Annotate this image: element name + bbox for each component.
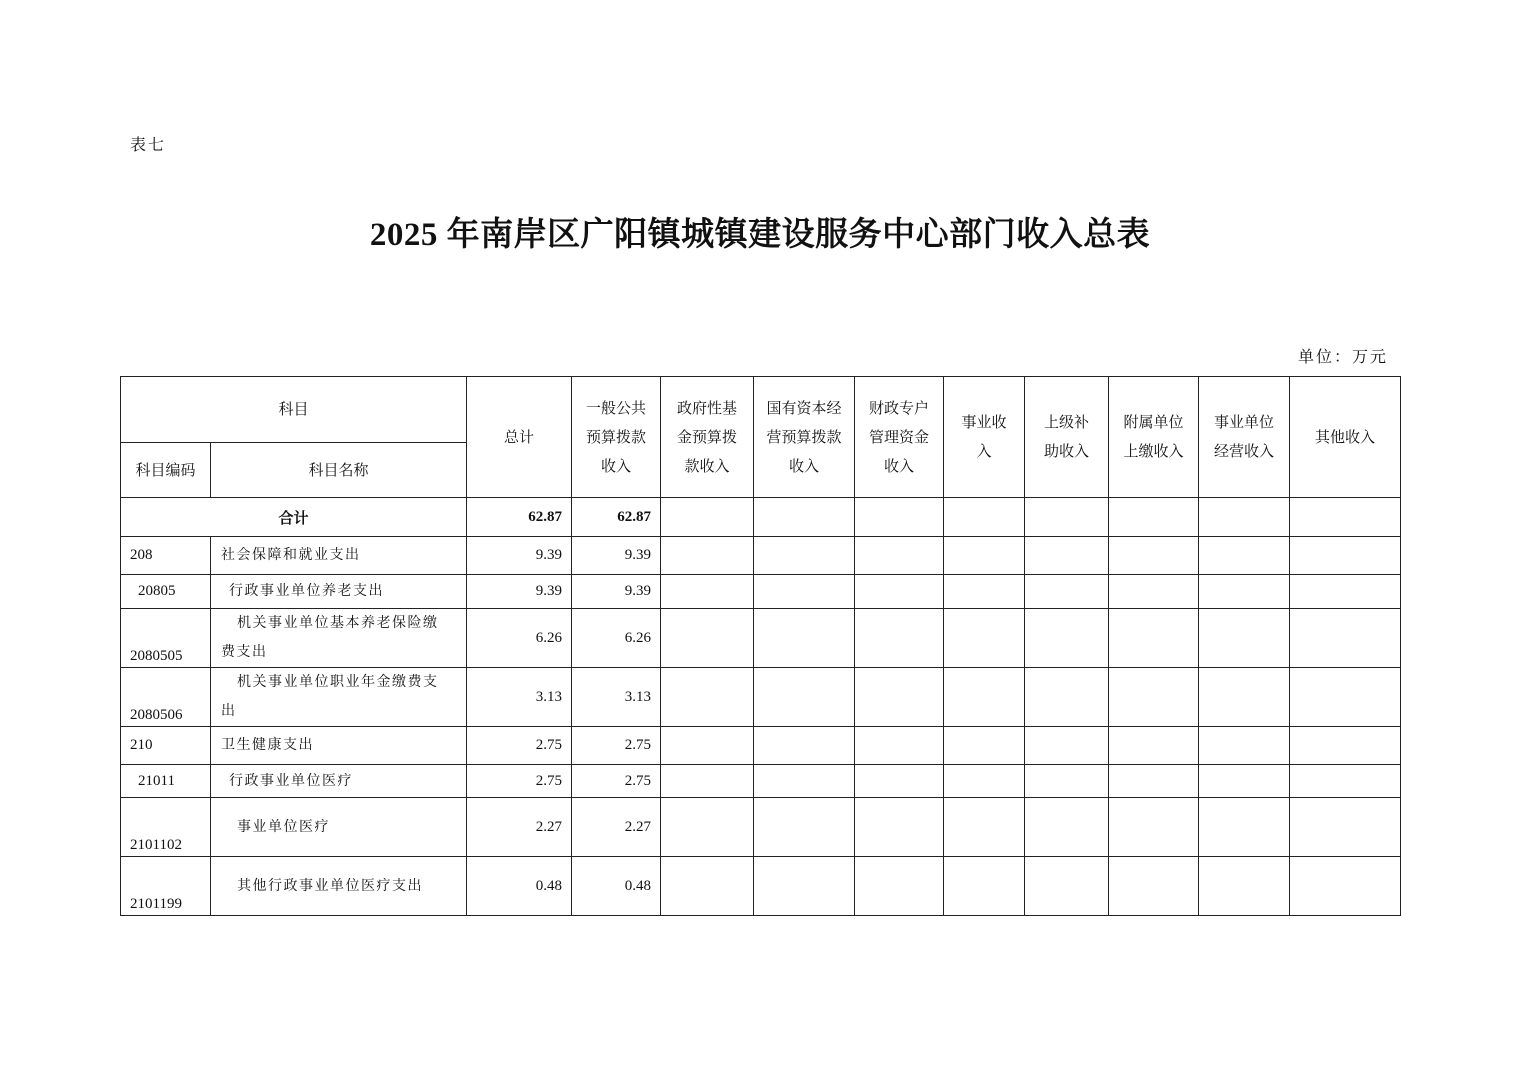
header-line: 上缴收入 bbox=[1123, 442, 1184, 460]
subject-code: 2101102 bbox=[121, 798, 211, 857]
empty-cell bbox=[661, 727, 754, 765]
empty-cell bbox=[855, 498, 944, 537]
header-line: 收入 bbox=[789, 456, 820, 475]
empty-cell bbox=[1025, 498, 1109, 537]
subject-name: 行政事业单位医疗 bbox=[211, 765, 467, 798]
empty-cell bbox=[855, 765, 944, 798]
empty-cell bbox=[855, 537, 944, 575]
empty-cell bbox=[1025, 575, 1109, 609]
empty-cell bbox=[1199, 798, 1290, 857]
empty-cell bbox=[661, 765, 754, 798]
empty-cell bbox=[1109, 765, 1199, 798]
header-other-income: 其他收入 bbox=[1290, 377, 1401, 498]
table-row bbox=[121, 575, 1401, 609]
table-row bbox=[121, 798, 1401, 857]
header-line: 附属单位 bbox=[1123, 413, 1184, 431]
header-line: 收入 bbox=[884, 456, 915, 475]
empty-cell bbox=[1290, 537, 1401, 575]
empty-cell bbox=[1109, 609, 1199, 668]
empty-cell bbox=[1199, 765, 1290, 798]
header-state-capital-budget bbox=[754, 377, 855, 498]
empty-cell bbox=[944, 727, 1025, 765]
general-budget-cell: 2.75 bbox=[572, 765, 661, 798]
general-budget-cell: 9.39 bbox=[572, 575, 661, 609]
empty-cell bbox=[754, 857, 855, 916]
empty-cell bbox=[1025, 727, 1109, 765]
empty-cell bbox=[1025, 668, 1109, 727]
empty-cell bbox=[1199, 498, 1290, 537]
subject-name bbox=[211, 609, 467, 668]
empty-cell bbox=[1109, 727, 1199, 765]
subject-code: 21011 bbox=[121, 765, 211, 798]
header-gov-fund-budget bbox=[661, 377, 754, 498]
header-line: 金预算拨 bbox=[677, 427, 738, 446]
header-business-income bbox=[944, 377, 1025, 498]
subject-name-line: 机关事业单位基本养老保险缴 bbox=[237, 615, 439, 631]
empty-cell bbox=[1290, 498, 1401, 537]
header-line: 一般公共 bbox=[586, 398, 647, 417]
empty-cell bbox=[1109, 798, 1199, 857]
general-budget-cell: 3.13 bbox=[572, 668, 661, 727]
empty-cell bbox=[1109, 668, 1199, 727]
empty-cell bbox=[855, 857, 944, 916]
table-row bbox=[121, 609, 1401, 668]
header-subject: 科目 bbox=[121, 377, 467, 443]
header-line: 款收入 bbox=[684, 456, 730, 475]
total-cell: 0.48 bbox=[467, 857, 572, 916]
general-budget-cell: 2.27 bbox=[572, 798, 661, 857]
header-line: 收入 bbox=[601, 456, 632, 475]
general-budget-cell: 9.39 bbox=[572, 537, 661, 575]
empty-cell bbox=[1199, 575, 1290, 609]
empty-cell bbox=[855, 727, 944, 765]
empty-cell bbox=[661, 609, 754, 668]
header-subject-code: 科目编码 bbox=[121, 443, 211, 498]
empty-cell bbox=[855, 575, 944, 609]
subject-name bbox=[211, 668, 467, 727]
page-title: 2025 年南岸区广阳镇城镇建设服务中心部门收入总表 bbox=[369, 217, 1151, 253]
empty-cell bbox=[944, 537, 1025, 575]
table-row bbox=[121, 537, 1401, 575]
empty-cell bbox=[661, 798, 754, 857]
empty-cell bbox=[1199, 668, 1290, 727]
empty-cell bbox=[661, 537, 754, 575]
total-cell: 9.39 bbox=[467, 575, 572, 609]
empty-cell bbox=[1025, 537, 1109, 575]
header-line: 政府性基 bbox=[677, 398, 738, 417]
empty-cell bbox=[661, 668, 754, 727]
table-row bbox=[121, 727, 1401, 765]
subject-name: 事业单位医疗 bbox=[211, 798, 467, 857]
general-budget-cell: 62.87 bbox=[572, 498, 661, 537]
empty-cell bbox=[754, 765, 855, 798]
subject-code: 2080506 bbox=[121, 668, 211, 727]
empty-cell bbox=[754, 727, 855, 765]
header-line: 国有资本经 bbox=[766, 398, 842, 417]
empty-cell bbox=[1290, 798, 1401, 857]
empty-cell bbox=[1290, 609, 1401, 668]
empty-cell bbox=[661, 857, 754, 916]
empty-cell bbox=[1199, 537, 1290, 575]
header-line: 入 bbox=[976, 442, 992, 460]
header-line: 营预算拨款 bbox=[766, 427, 842, 446]
total-cell: 2.75 bbox=[467, 765, 572, 798]
header-superior-subsidy bbox=[1025, 377, 1109, 498]
empty-cell bbox=[1290, 727, 1401, 765]
header-line: 财政专户 bbox=[869, 398, 930, 417]
subject-code: 2080505 bbox=[121, 609, 211, 668]
empty-cell bbox=[661, 498, 754, 537]
subject-name-line: 费支出 bbox=[221, 644, 268, 660]
empty-cell bbox=[944, 668, 1025, 727]
header-fiscal-special-account bbox=[855, 377, 944, 498]
total-cell: 62.87 bbox=[467, 498, 572, 537]
empty-cell bbox=[944, 765, 1025, 798]
empty-cell bbox=[855, 609, 944, 668]
subject-name: 行政事业单位养老支出 bbox=[211, 575, 467, 609]
empty-cell bbox=[754, 575, 855, 609]
subject-name: 卫生健康支出 bbox=[211, 727, 467, 765]
header-subject-name: 科目名称 bbox=[211, 443, 467, 498]
table-row bbox=[121, 668, 1401, 727]
header-business-operation bbox=[1199, 377, 1290, 498]
empty-cell bbox=[1109, 537, 1199, 575]
empty-cell bbox=[944, 798, 1025, 857]
empty-cell bbox=[754, 498, 855, 537]
header-affiliated-units bbox=[1109, 377, 1199, 498]
total-cell: 6.26 bbox=[467, 609, 572, 668]
total-row bbox=[121, 498, 1401, 537]
general-budget-cell: 6.26 bbox=[572, 609, 661, 668]
total-cell: 9.39 bbox=[467, 537, 572, 575]
general-budget-cell: 2.75 bbox=[572, 727, 661, 765]
empty-cell bbox=[1199, 857, 1290, 916]
empty-cell bbox=[1025, 765, 1109, 798]
general-budget-cell: 0.48 bbox=[572, 857, 661, 916]
subject-code: 20805 bbox=[121, 575, 211, 609]
empty-cell bbox=[944, 498, 1025, 537]
header-line: 助收入 bbox=[1044, 442, 1090, 460]
subject-name: 社会保障和就业支出 bbox=[211, 537, 467, 575]
subject-code: 210 bbox=[121, 727, 211, 765]
income-summary-table bbox=[120, 376, 1401, 916]
empty-cell bbox=[944, 857, 1025, 916]
empty-cell bbox=[1109, 498, 1199, 537]
subject-code: 208 bbox=[121, 537, 211, 575]
table-label: 表七 bbox=[130, 137, 167, 154]
total-cell: 2.27 bbox=[467, 798, 572, 857]
empty-cell bbox=[855, 668, 944, 727]
total-label: 合计 bbox=[121, 498, 467, 537]
empty-cell bbox=[1025, 857, 1109, 916]
header-line: 上级补 bbox=[1044, 413, 1090, 431]
header-line: 事业单位 bbox=[1214, 413, 1275, 431]
table-row bbox=[121, 857, 1401, 916]
subject-code: 2101199 bbox=[121, 857, 211, 916]
subject-name: 其他行政事业单位医疗支出 bbox=[211, 857, 467, 916]
empty-cell bbox=[1109, 857, 1199, 916]
total-cell: 2.75 bbox=[467, 727, 572, 765]
empty-cell bbox=[1109, 575, 1199, 609]
empty-cell bbox=[1290, 857, 1401, 916]
empty-cell bbox=[1199, 609, 1290, 668]
header-line: 管理资金 bbox=[869, 427, 930, 446]
table-row bbox=[121, 765, 1401, 798]
empty-cell bbox=[1025, 609, 1109, 668]
header-total: 总计 bbox=[467, 377, 572, 498]
header-line: 经营收入 bbox=[1214, 442, 1275, 460]
empty-cell bbox=[1290, 668, 1401, 727]
empty-cell bbox=[944, 609, 1025, 668]
header-row-1 bbox=[121, 377, 1401, 443]
empty-cell bbox=[754, 537, 855, 575]
empty-cell bbox=[754, 668, 855, 727]
subject-name-line: 出 bbox=[221, 703, 237, 719]
empty-cell bbox=[754, 609, 855, 668]
empty-cell bbox=[1290, 575, 1401, 609]
empty-cell bbox=[1199, 727, 1290, 765]
empty-cell bbox=[1290, 765, 1401, 798]
subject-name-line: 机关事业单位职业年金缴费支 bbox=[237, 674, 439, 690]
empty-cell bbox=[661, 575, 754, 609]
header-general-public-budget bbox=[572, 377, 661, 498]
empty-cell bbox=[1025, 798, 1109, 857]
empty-cell bbox=[754, 798, 855, 857]
unit-label: 单位：万元 bbox=[1297, 349, 1388, 366]
empty-cell bbox=[944, 575, 1025, 609]
empty-cell bbox=[855, 798, 944, 857]
header-line: 事业收 bbox=[961, 413, 1007, 431]
total-cell: 3.13 bbox=[467, 668, 572, 727]
header-line: 预算拨款 bbox=[586, 427, 647, 446]
